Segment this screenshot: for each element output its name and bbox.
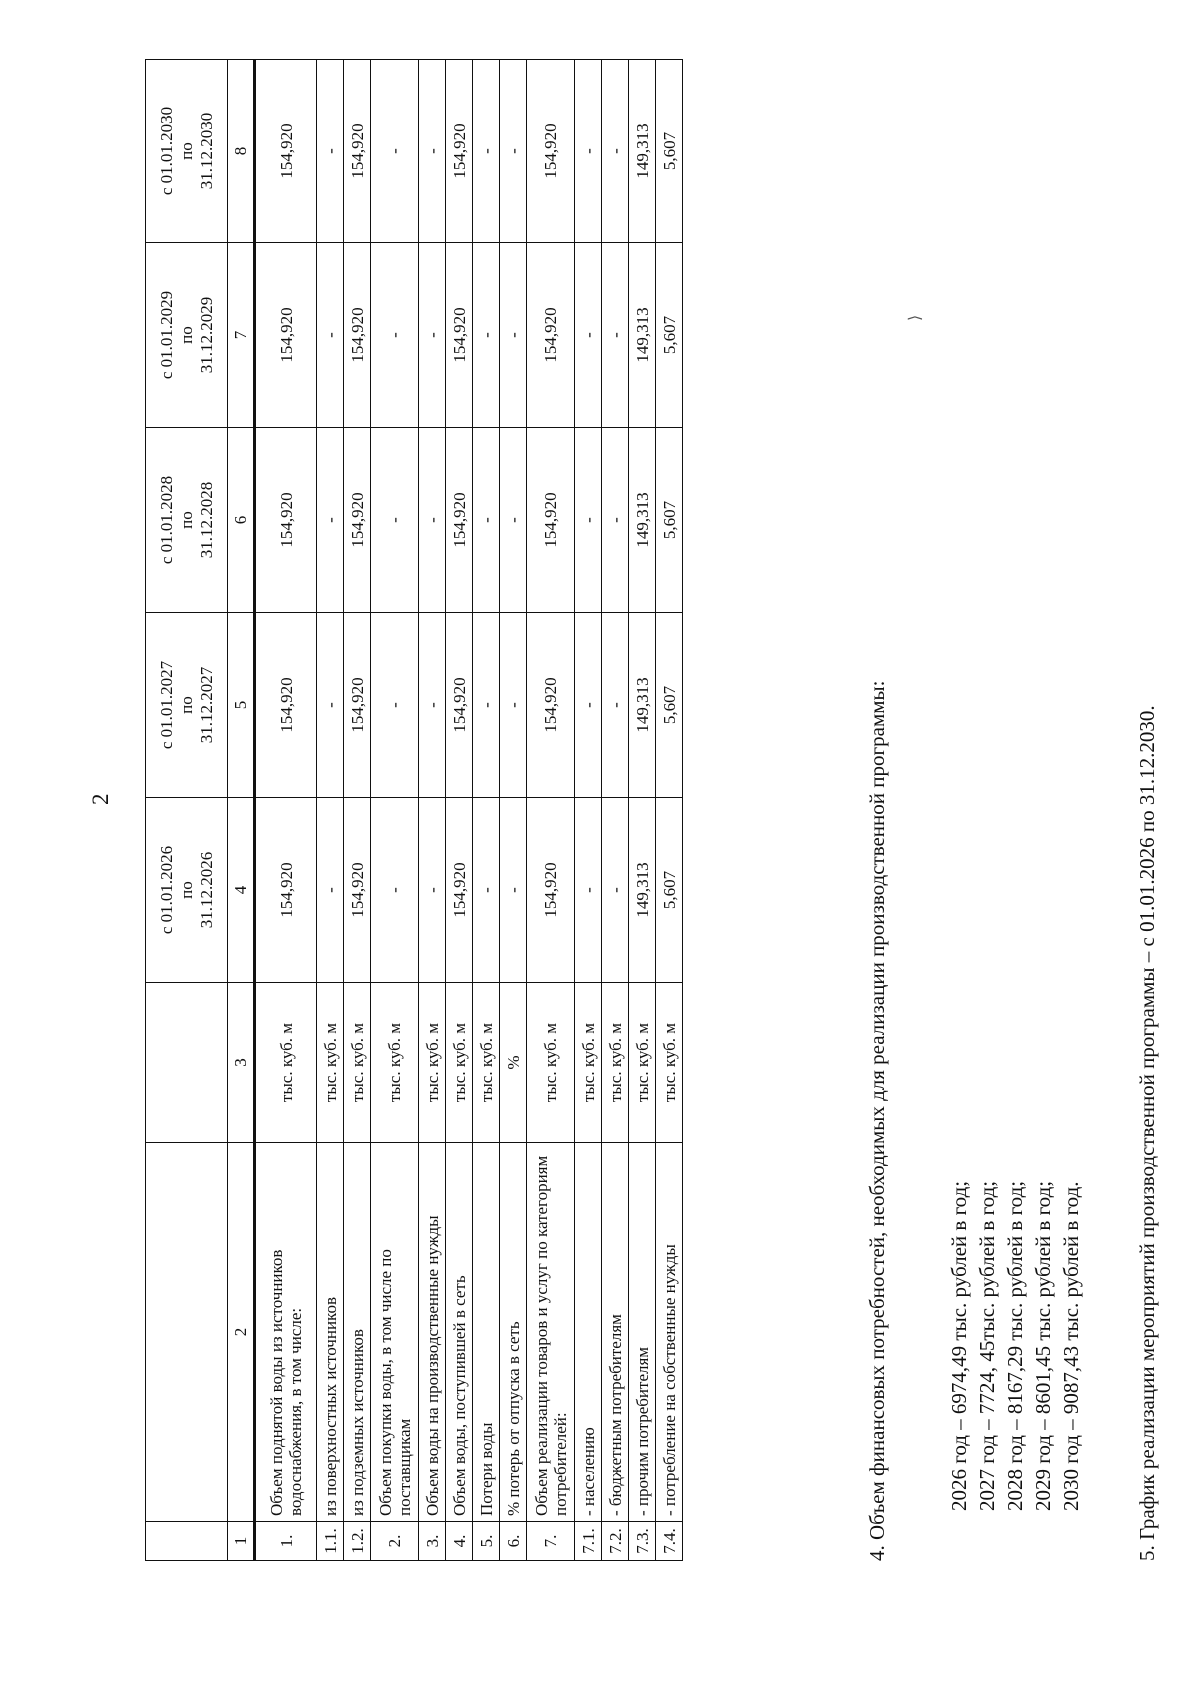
period-header-2029: [146, 243, 228, 428]
row-value: -: [602, 798, 629, 983]
row-unit: тыс. куб. м: [371, 983, 419, 1143]
list-item: 2030 год – 9087,43 тыс. рублей в год.: [1059, 1181, 1083, 1511]
row-value: -: [575, 243, 602, 428]
row-unit: тыс. куб. м: [575, 983, 602, 1143]
row-value: 154,920: [344, 428, 371, 613]
row-value: -: [371, 798, 419, 983]
row-label: Объем покупки воды, в том числе по поставщикам: [371, 1143, 419, 1522]
section-5-heading: 5. График реализации мероприятий производственной программы – с 01.01.2026 по 31.12.2030.: [1135, 705, 1159, 1561]
row-value: -: [371, 243, 419, 428]
financial-needs-list: [945, 1181, 1085, 1511]
period-from: с 01.01.2026: [156, 845, 176, 935]
section-4-heading: 4. Объем финансовых потребностей, необходимых для реализации производственной программы:: [865, 680, 889, 1561]
row-value: -: [575, 428, 602, 613]
row-value: -: [500, 243, 527, 428]
row-value: 149,313: [629, 60, 656, 243]
col-number-cell: 8: [228, 60, 255, 243]
table-row: [419, 60, 446, 1561]
row-value: -: [317, 798, 344, 983]
row-value: 154,920: [344, 613, 371, 798]
header-blank-cell: [146, 983, 228, 1143]
row-label: - населению: [575, 1143, 602, 1522]
row-value: -: [575, 60, 602, 243]
table-row: [317, 60, 344, 1561]
table-row: [656, 60, 683, 1561]
row-value: -: [419, 428, 446, 613]
list-item: 2027 год – 7724, 45тыс. рублей в год;: [975, 1180, 999, 1511]
row-label: - бюджетным потребителям: [602, 1143, 629, 1522]
period-to: 31.12.2026: [196, 851, 216, 929]
rotated-page-content: [145, 61, 1200, 1561]
table-row: [500, 60, 527, 1561]
header-blank-cell: [146, 1143, 228, 1522]
row-label: % потерь от отпуска в сеть: [500, 1143, 527, 1522]
table-row: [602, 60, 629, 1561]
row-value: 5,607: [656, 243, 683, 428]
col-number-cell: 7: [228, 243, 255, 428]
table-row: [344, 60, 371, 1561]
row-number: 1.1.: [317, 1522, 344, 1561]
row-number: 3.: [419, 1522, 446, 1561]
row-label: Объем поднятой воды из источников водоснабжения, в том числе:: [255, 1143, 317, 1522]
period-to: 31.12.2028: [196, 481, 216, 559]
row-label: Потери воды: [473, 1143, 500, 1522]
table-row: [629, 60, 656, 1561]
row-value: 154,920: [446, 243, 473, 428]
row-value: 154,920: [527, 428, 575, 613]
row-value: 154,920: [255, 428, 317, 613]
period-to: 31.12.2029: [196, 296, 216, 374]
page-number: 2: [88, 793, 113, 805]
row-value: -: [575, 613, 602, 798]
production-program-table: [145, 59, 683, 1561]
row-value: 154,920: [255, 798, 317, 983]
row-value: 154,920: [527, 798, 575, 983]
row-value: 154,920: [446, 60, 473, 243]
row-value: 154,920: [344, 60, 371, 243]
row-value: -: [602, 60, 629, 243]
row-unit: тыс. куб. м: [419, 983, 446, 1143]
row-value: -: [317, 613, 344, 798]
row-value: 154,920: [527, 613, 575, 798]
table-row: [473, 60, 500, 1561]
row-value: 154,920: [344, 243, 371, 428]
row-value: 149,313: [629, 613, 656, 798]
list-item: 2026 год – 6974,49 тыс. рублей в год;: [947, 1180, 971, 1511]
row-value: 154,920: [255, 60, 317, 243]
row-value: -: [500, 428, 527, 613]
row-value: 5,607: [656, 428, 683, 613]
row-unit: тыс. куб. м: [473, 983, 500, 1143]
row-value: 154,920: [255, 613, 317, 798]
list-item: 2029 год – 8601,45 тыс. рублей в год;: [1031, 1180, 1055, 1511]
row-value: -: [473, 798, 500, 983]
row-value: -: [500, 798, 527, 983]
row-unit: тыс. куб. м: [602, 983, 629, 1143]
col-number-cell: 6: [228, 428, 255, 613]
period-to: 31.12.2030: [196, 112, 216, 190]
row-value: 154,920: [344, 798, 371, 983]
row-unit: тыс. куб. м: [629, 983, 656, 1143]
row-value: 154,920: [446, 613, 473, 798]
row-value: -: [317, 60, 344, 243]
period-from: с 01.01.2029: [156, 290, 176, 380]
row-value: -: [500, 613, 527, 798]
row-label: Объем реализации товаров и услуг по категориям потребителей:: [527, 1143, 575, 1522]
row-value: 154,920: [255, 243, 317, 428]
row-value: -: [575, 798, 602, 983]
row-unit: тыс. куб. м: [656, 983, 683, 1143]
margin-mark: ⟩: [907, 314, 924, 321]
row-value: 154,920: [527, 60, 575, 243]
col-number-cell: 1: [228, 1522, 255, 1561]
row-value: -: [473, 60, 500, 243]
row-value: 5,607: [656, 613, 683, 798]
row-value: 5,607: [656, 798, 683, 983]
row-number: 5.: [473, 1522, 500, 1561]
row-label: Объем воды на производственные нужды: [419, 1143, 446, 1522]
row-value: -: [602, 243, 629, 428]
row-value: -: [500, 60, 527, 243]
row-label: из подземных источников: [344, 1143, 371, 1522]
row-value: -: [371, 428, 419, 613]
row-value: -: [317, 243, 344, 428]
table-row: [527, 60, 575, 1561]
period-from: с 01.01.2028: [156, 475, 176, 565]
row-value: 149,313: [629, 428, 656, 613]
row-value: -: [317, 428, 344, 613]
row-number: 7.1.: [575, 1522, 602, 1561]
row-unit: тыс. куб. м: [255, 983, 317, 1143]
header-blank-cell: [146, 1522, 228, 1561]
row-number: 7.3.: [629, 1522, 656, 1561]
table-row: [255, 60, 317, 1561]
row-number: 4.: [446, 1522, 473, 1561]
row-unit: тыс. куб. м: [344, 983, 371, 1143]
column-number-row: [228, 60, 255, 1561]
row-unit: %: [500, 983, 527, 1143]
row-value: -: [602, 428, 629, 613]
period-to: 31.12.2027: [196, 666, 216, 744]
table-row: [446, 60, 473, 1561]
col-number-cell: 2: [228, 1143, 255, 1522]
period-header-2027: [146, 613, 228, 798]
list-item: 2028 год – 8167,29 тыс. рублей в год;: [1003, 1180, 1027, 1511]
row-label: - потребление на собственные нужды: [656, 1143, 683, 1522]
period-mid: по: [176, 696, 196, 714]
row-number: 7.4.: [656, 1522, 683, 1561]
period-mid: по: [176, 142, 196, 160]
row-unit: тыс. куб. м: [317, 983, 344, 1143]
row-value: 5,607: [656, 60, 683, 243]
row-value: 149,313: [629, 243, 656, 428]
row-unit: тыс. куб. м: [527, 983, 575, 1143]
col-number-cell: 5: [228, 613, 255, 798]
table-row: [371, 60, 419, 1561]
row-value: -: [602, 613, 629, 798]
period-mid: по: [176, 511, 196, 529]
row-value: -: [419, 798, 446, 983]
row-value: -: [473, 428, 500, 613]
row-number: 2.: [371, 1522, 419, 1561]
row-value: -: [473, 613, 500, 798]
row-label: - прочим потребителям: [629, 1143, 656, 1522]
row-value: 149,313: [629, 798, 656, 983]
row-value: -: [473, 243, 500, 428]
period-header-2030: [146, 60, 228, 243]
period-mid: по: [176, 326, 196, 344]
row-value: 154,920: [527, 243, 575, 428]
period-from: с 01.01.2027: [156, 660, 176, 750]
row-number: 7.: [527, 1522, 575, 1561]
table-row: [575, 60, 602, 1561]
row-unit: тыс. куб. м: [446, 983, 473, 1143]
period-mid: по: [176, 881, 196, 899]
period-header-row: [146, 60, 228, 1561]
row-value: -: [419, 60, 446, 243]
row-value: -: [419, 243, 446, 428]
period-from: с 01.01.2030: [156, 106, 176, 196]
row-number: 7.2.: [602, 1522, 629, 1561]
period-header-2028: [146, 428, 228, 613]
period-header-2026: [146, 798, 228, 983]
col-number-cell: 3: [228, 983, 255, 1143]
row-number: 6.: [500, 1522, 527, 1561]
col-number-cell: 4: [228, 798, 255, 983]
row-label: Объем воды, поступившей в сеть: [446, 1143, 473, 1522]
row-number: 1.2.: [344, 1522, 371, 1561]
row-number: 1.: [255, 1522, 317, 1561]
row-value: -: [371, 613, 419, 798]
row-value: 154,920: [446, 428, 473, 613]
row-value: -: [419, 613, 446, 798]
row-label: из поверхностных источников: [317, 1143, 344, 1522]
row-value: -: [371, 60, 419, 243]
row-value: 154,920: [446, 798, 473, 983]
